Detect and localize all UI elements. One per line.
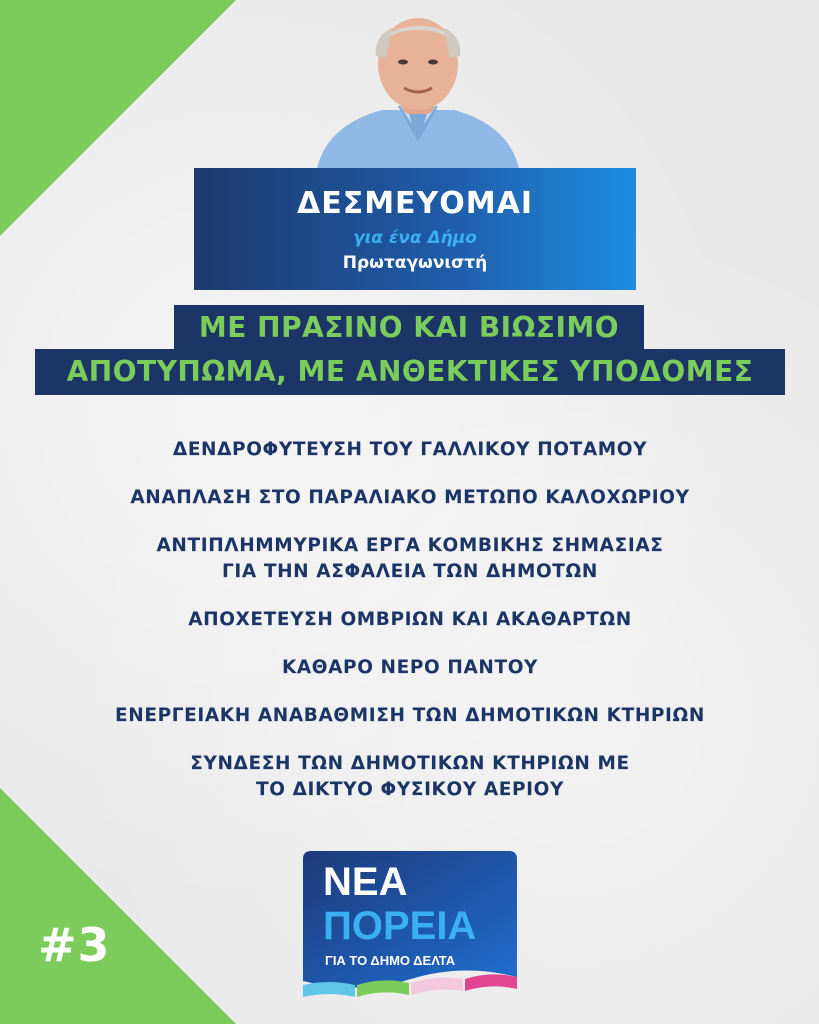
logo-word-poreia: ΠΟΡΕΙΑ	[323, 904, 477, 948]
header-subtitle: για ένα Δήμο	[353, 228, 477, 248]
theme-banner-line-2: ΑΠΟΤΥΠΩΜΑ, ΜΕ ΑΝΘΕΚΤΙΚΕΣ ΥΠΟΔΟΜΕΣ	[35, 349, 785, 395]
commitment-item: ΑΝΤΙΠΛΗΜΜΥΡΙΚΑ ΕΡΓΑ ΚΟΜΒΙΚΗΣ ΣΗΜΑΣΙΑΣ	[156, 535, 664, 556]
logo-word-nea: ΝΕΑ	[323, 860, 408, 904]
commitment-header	[194, 168, 636, 290]
commitment-item: ΚΑΘΑΡΟ ΝΕΡΟ ΠΑΝΤΟΥ	[281, 657, 539, 678]
commitment-item: ΕΝΕΡΓΕΙΑΚΗ ΑΝΑΒΑΘΜΙΣΗ ΤΩΝ ΔΗΜΟΤΙΚΩΝ ΚΤΗΡΙΩΝ	[115, 705, 705, 726]
header-subtitle-2: Πρωταγωνιστή	[342, 253, 488, 273]
wave-cyan	[303, 982, 355, 997]
commitments-list	[60, 437, 760, 803]
commitment-item: ΑΝΑΠΛΑΣΗ ΣΤΟ ΠΑΡΑΛΙΑΚΟ ΜΕΤΩΠΟ ΚΑΛΟΧΩΡΙΟΥ	[130, 487, 690, 508]
nea-poreia-logo	[303, 851, 517, 1003]
commitment-item-continued: ΓΙΑ ΤΗΝ ΑΣΦΑΛΕΙΑ ΤΩΝ ΔΗΜΟΤΩΝ	[222, 561, 598, 582]
commitment-item: ΔΕΝΔΡΟΦΥΤΕΥΣΗ ΤΟΥ ΓΑΛΛΙΚΟΥ ΠΟΤΑΜΟΥ	[172, 439, 648, 460]
logo-tagline: ΓΙΑ ΤΟ ΔΗΜΟ ΔΕΛΤΑ	[325, 953, 456, 968]
theme-banner-line-1: ΜΕ ΠΡΑΣΙΝΟ ΚΑΙ ΒΙΩΣΙΜΟ	[174, 305, 644, 351]
header-title: ΔΕΣΜΕΥΟΜΑΙ	[296, 186, 533, 221]
wave-pink	[411, 978, 463, 995]
commitment-item: ΣΥΝΔΕΣΗ ΤΩΝ ΔΗΜΟΤΙΚΩΝ ΚΤΗΡΙΩΝ ΜΕ	[190, 753, 630, 774]
hashtag-number: #3	[38, 918, 111, 972]
wave-magenta	[465, 974, 517, 991]
commitment-item-continued: ΤΟ ΔΙΚΤΥΟ ΦΥΣΙΚΟΥ ΑΕΡΙΟΥ	[256, 779, 564, 800]
commitment-item: ΑΠΟΧΕΤΕΥΣΗ ΟΜΒΡΙΩΝ ΚΑΙ ΑΚΑΘΑΡΤΩΝ	[188, 609, 632, 630]
candidate-portrait	[312, 6, 524, 174]
